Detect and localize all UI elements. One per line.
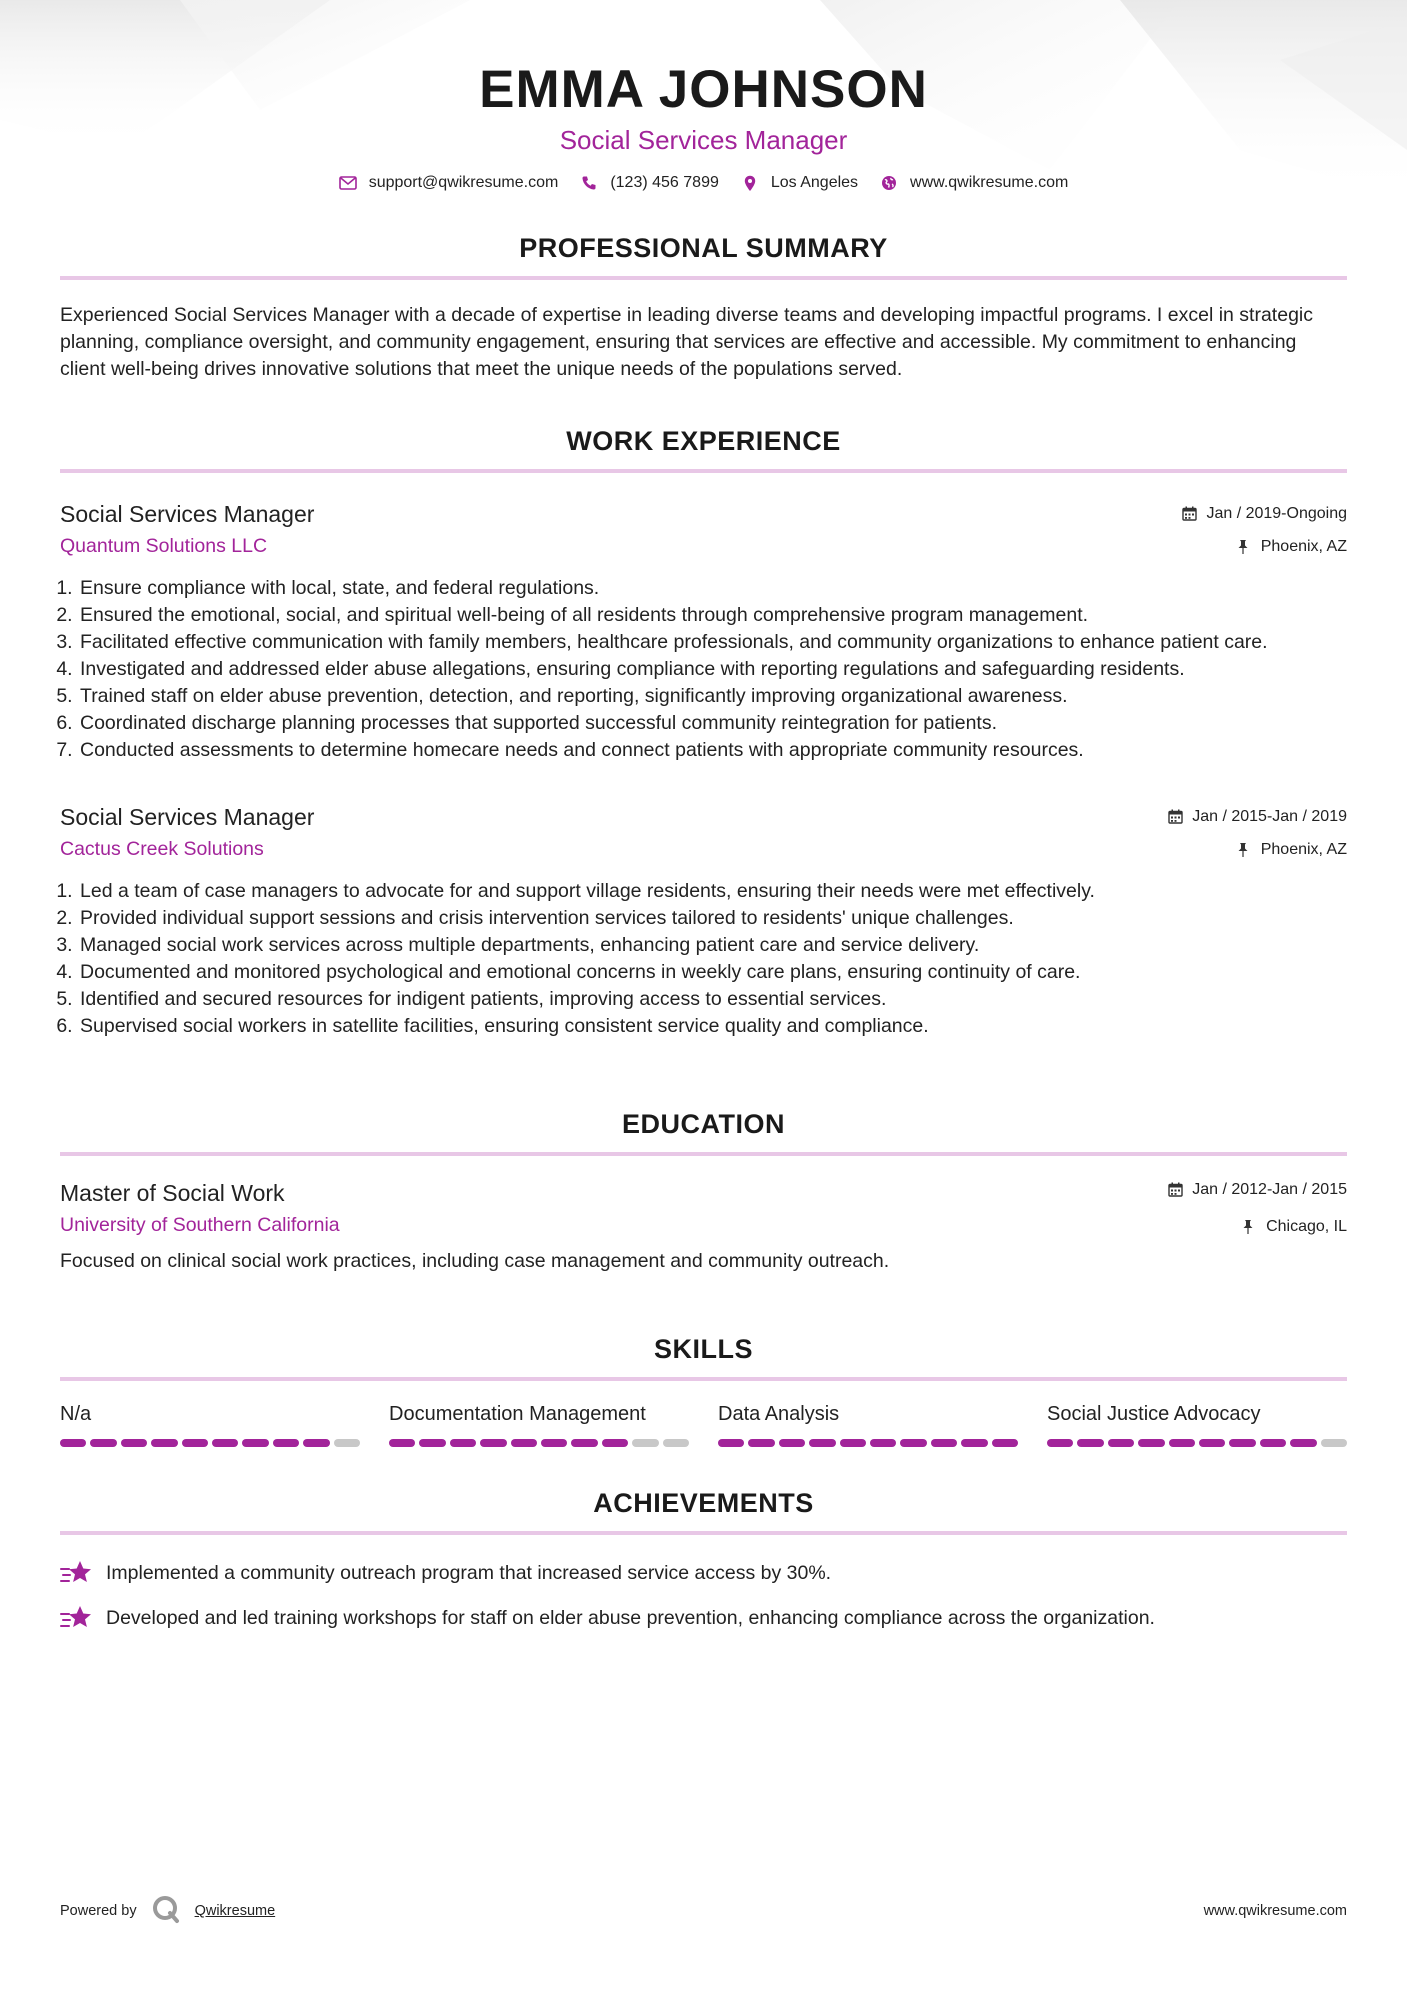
skill-dot-filled	[870, 1439, 896, 1447]
job-dates	[1168, 807, 1347, 827]
skill-dot-filled	[809, 1439, 835, 1447]
skill-dot-filled	[779, 1439, 805, 1447]
skill-dot-filled	[1199, 1439, 1225, 1447]
job-title: Social Services Manager	[60, 804, 315, 830]
job-company: Cactus Creek Solutions	[60, 838, 264, 860]
skill-dot-filled	[480, 1439, 506, 1447]
contact-bar	[0, 174, 1407, 192]
skill-item	[60, 1401, 360, 1447]
skill-dot-filled	[602, 1439, 628, 1447]
job-location	[1182, 537, 1347, 557]
education-dates	[1168, 1180, 1347, 1200]
section-divider	[60, 276, 1347, 280]
pushpin-icon	[1237, 842, 1253, 858]
envelope-icon	[339, 174, 357, 192]
achievement-item	[60, 1604, 1347, 1632]
skill-dot-filled	[718, 1439, 744, 1447]
list-item: 6. Supervised social workers in satellite facilities, ensuring consistent service quality and compliance.	[78, 1013, 1347, 1040]
skill-dot-filled	[1229, 1439, 1255, 1447]
achievement-text: Implemented a community outreach program that increased service access by 30%.	[106, 1561, 832, 1584]
list-item: 2. Ensured the emotional, social, and spiritual well-being of all residents through comprehensive program management.	[78, 602, 1347, 629]
qwikresume-link[interactable]: Qwikresume	[194, 1903, 276, 1919]
phone-text: (123) 456 7899	[610, 174, 719, 191]
phone-icon	[580, 174, 598, 192]
skill-dot-filled	[212, 1439, 238, 1447]
page-footer	[60, 1894, 1347, 1928]
resume-body	[0, 232, 1407, 1632]
website-text: www.qwikresume.com	[910, 174, 1069, 191]
pushpin-icon	[1242, 1219, 1258, 1235]
list-item: 4. Investigated and addressed elder abuse allegations, ensuring compliance with reporting regulations and safeguarding residents.	[78, 656, 1347, 683]
job-dates-text: Jan / 2015-Jan / 2019	[1192, 808, 1347, 825]
contact-phone[interactable]	[580, 174, 719, 192]
list-item: 1. Led a team of case managers to advocate for and support village residents, ensuring their needs were met effectively.	[78, 878, 1347, 905]
calendar-icon	[1182, 506, 1198, 522]
achievements-heading: ACHIEVEMENTS	[593, 1488, 814, 1518]
summary-heading: PROFESSIONAL SUMMARY	[519, 233, 888, 263]
skill-dot-empty	[632, 1439, 658, 1447]
candidate-role: Social Services Manager	[559, 125, 848, 155]
email-text: support@qwikresume.com	[368, 174, 559, 191]
location-text: Los Angeles	[770, 174, 859, 191]
skill-dot-filled	[273, 1439, 299, 1447]
list-item: 7. Conducted assessments to determine homecare needs and connect patients with appropriate community resources.	[78, 737, 1347, 764]
skill-level-bar	[389, 1439, 689, 1447]
list-item: 3. Managed social work services across multiple departments, enhancing patient care and service delivery.	[78, 932, 1347, 959]
education-location	[1168, 1217, 1347, 1237]
powered-by-label: Powered by	[60, 1903, 137, 1919]
summary-section	[60, 232, 1347, 383]
skill-dot-filled	[961, 1439, 987, 1447]
contact-location	[741, 174, 858, 192]
skill-dot-filled	[60, 1439, 86, 1447]
list-item: 3. Facilitated effective communication with family members, healthcare professionals, and community organizations to enhance patient care.	[78, 629, 1347, 656]
powered-by	[60, 1894, 275, 1928]
job-company: Quantum Solutions LLC	[60, 535, 268, 557]
shooting-star-icon	[60, 1559, 92, 1587]
achievement-item	[60, 1559, 1347, 1587]
skill-dot-filled	[1077, 1439, 1103, 1447]
skills-heading: SKILLS	[653, 1334, 753, 1364]
calendar-icon	[1168, 1182, 1184, 1198]
skill-dot-filled	[571, 1439, 597, 1447]
list-item: 5. Trained staff on elder abuse prevention, detection, and reporting, significantly improving organizational awareness.	[78, 683, 1347, 710]
skill-dot-filled	[1138, 1439, 1164, 1447]
job-title: Social Services Manager	[60, 501, 315, 527]
skill-dot-filled	[242, 1439, 268, 1447]
job-bullets	[60, 575, 1347, 764]
globe-icon	[880, 174, 898, 192]
section-divider	[60, 1531, 1347, 1535]
contact-email[interactable]	[339, 174, 559, 192]
list-item: 2. Provided individual support sessions and crisis intervention services tailored to residents' unique challenges.	[78, 905, 1347, 932]
section-divider	[60, 1152, 1347, 1156]
skill-dot-filled	[900, 1439, 926, 1447]
resume-header	[0, 0, 1407, 192]
education-entry	[60, 1178, 1347, 1275]
skill-dot-filled	[419, 1439, 445, 1447]
skill-dot-filled	[303, 1439, 329, 1447]
achievement-text: Developed and led training workshops for staff on elder abuse prevention, enhancing compliance across the organization.	[106, 1606, 1155, 1629]
qwikresume-logo-icon	[151, 1894, 181, 1928]
list-item: 4. Documented and monitored psychological and emotional concerns in weekly care plans, ensuring continuity of care.	[78, 959, 1347, 986]
achievements-section	[60, 1487, 1347, 1632]
calendar-icon	[1168, 809, 1184, 825]
skill-name: Documentation Management	[389, 1403, 646, 1425]
school-name: University of Southern California	[60, 1214, 340, 1236]
skills-section	[60, 1333, 1347, 1447]
footer-website-link[interactable]: www.qwikresume.com	[1203, 1903, 1347, 1919]
list-item: 1. Ensure compliance with local, state, and federal regulations.	[78, 575, 1347, 602]
skill-dot-filled	[1260, 1439, 1286, 1447]
experience-heading: WORK EXPERIENCE	[566, 426, 841, 456]
list-item: 6. Coordinated discharge planning processes that supported successful community reintegration for patients.	[78, 710, 1347, 737]
job-dates-text: Jan / 2019-Ongoing	[1206, 505, 1347, 522]
skill-dot-filled	[931, 1439, 957, 1447]
skills-grid	[60, 1401, 1347, 1447]
skill-item	[389, 1401, 689, 1447]
skill-dot-empty	[1321, 1439, 1347, 1447]
experience-section	[60, 425, 1347, 1040]
skill-dot-filled	[1169, 1439, 1195, 1447]
skill-dot-filled	[541, 1439, 567, 1447]
skill-dot-filled	[182, 1439, 208, 1447]
skill-dot-filled	[90, 1439, 116, 1447]
achievements-list	[60, 1559, 1347, 1632]
job-location-text: Phoenix, AZ	[1260, 538, 1347, 555]
skill-dot-filled	[840, 1439, 866, 1447]
skill-level-bar	[60, 1439, 360, 1447]
section-divider	[60, 469, 1347, 473]
education-heading: EDUCATION	[622, 1109, 785, 1139]
skill-name: Data Analysis	[718, 1403, 840, 1425]
skill-dot-filled	[992, 1439, 1018, 1447]
education-description: Focused on clinical social work practices, including case management and community outreach.	[60, 1250, 890, 1272]
skill-dot-filled	[151, 1439, 177, 1447]
contact-website[interactable]	[880, 174, 1068, 192]
shooting-star-icon	[60, 1604, 92, 1632]
map-pin-icon	[741, 174, 759, 192]
skill-dot-filled	[511, 1439, 537, 1447]
skill-dot-empty	[334, 1439, 360, 1447]
section-divider	[60, 1377, 1347, 1381]
skill-dot-filled	[389, 1439, 415, 1447]
education-section	[60, 1108, 1347, 1275]
education-dates-text: Jan / 2012-Jan / 2015	[1192, 1181, 1347, 1198]
job-location-text: Phoenix, AZ	[1260, 841, 1347, 858]
skill-name: Social Justice Advocacy	[1047, 1403, 1261, 1425]
job-dates	[1182, 504, 1347, 524]
skill-dot-filled	[1047, 1439, 1073, 1447]
list-item: 5. Identified and secured resources for indigent patients, improving access to essential services.	[78, 986, 1347, 1013]
skill-dot-empty	[663, 1439, 689, 1447]
skill-dot-filled	[1290, 1439, 1316, 1447]
candidate-name: EMMA JOHNSON	[479, 60, 928, 119]
job-entry	[60, 499, 1347, 764]
skill-item	[1047, 1401, 1347, 1447]
skill-level-bar	[718, 1439, 1018, 1447]
degree-title: Master of Social Work	[60, 1180, 285, 1206]
skill-dot-filled	[748, 1439, 774, 1447]
skill-name: N/a	[60, 1403, 92, 1425]
skill-level-bar	[1047, 1439, 1347, 1447]
education-location-text: Chicago, IL	[1266, 1218, 1347, 1235]
skill-dot-filled	[121, 1439, 147, 1447]
skill-dot-filled	[1108, 1439, 1134, 1447]
job-bullets	[60, 878, 1347, 1040]
job-location	[1168, 840, 1347, 860]
job-entry	[60, 802, 1347, 1040]
summary-text: Experienced Social Services Manager with a decade of expertise in leading diverse teams and developing impactful programs. I excel in strategic planning, compliance oversight, and community engagement, ensuring that services are effective and accessible. My commitment to enhancing client well-being drives innovative solutions that meet the unique needs of the populations served.	[60, 304, 1313, 380]
skill-dot-filled	[450, 1439, 476, 1447]
pushpin-icon	[1237, 539, 1253, 555]
skill-item	[718, 1401, 1018, 1447]
